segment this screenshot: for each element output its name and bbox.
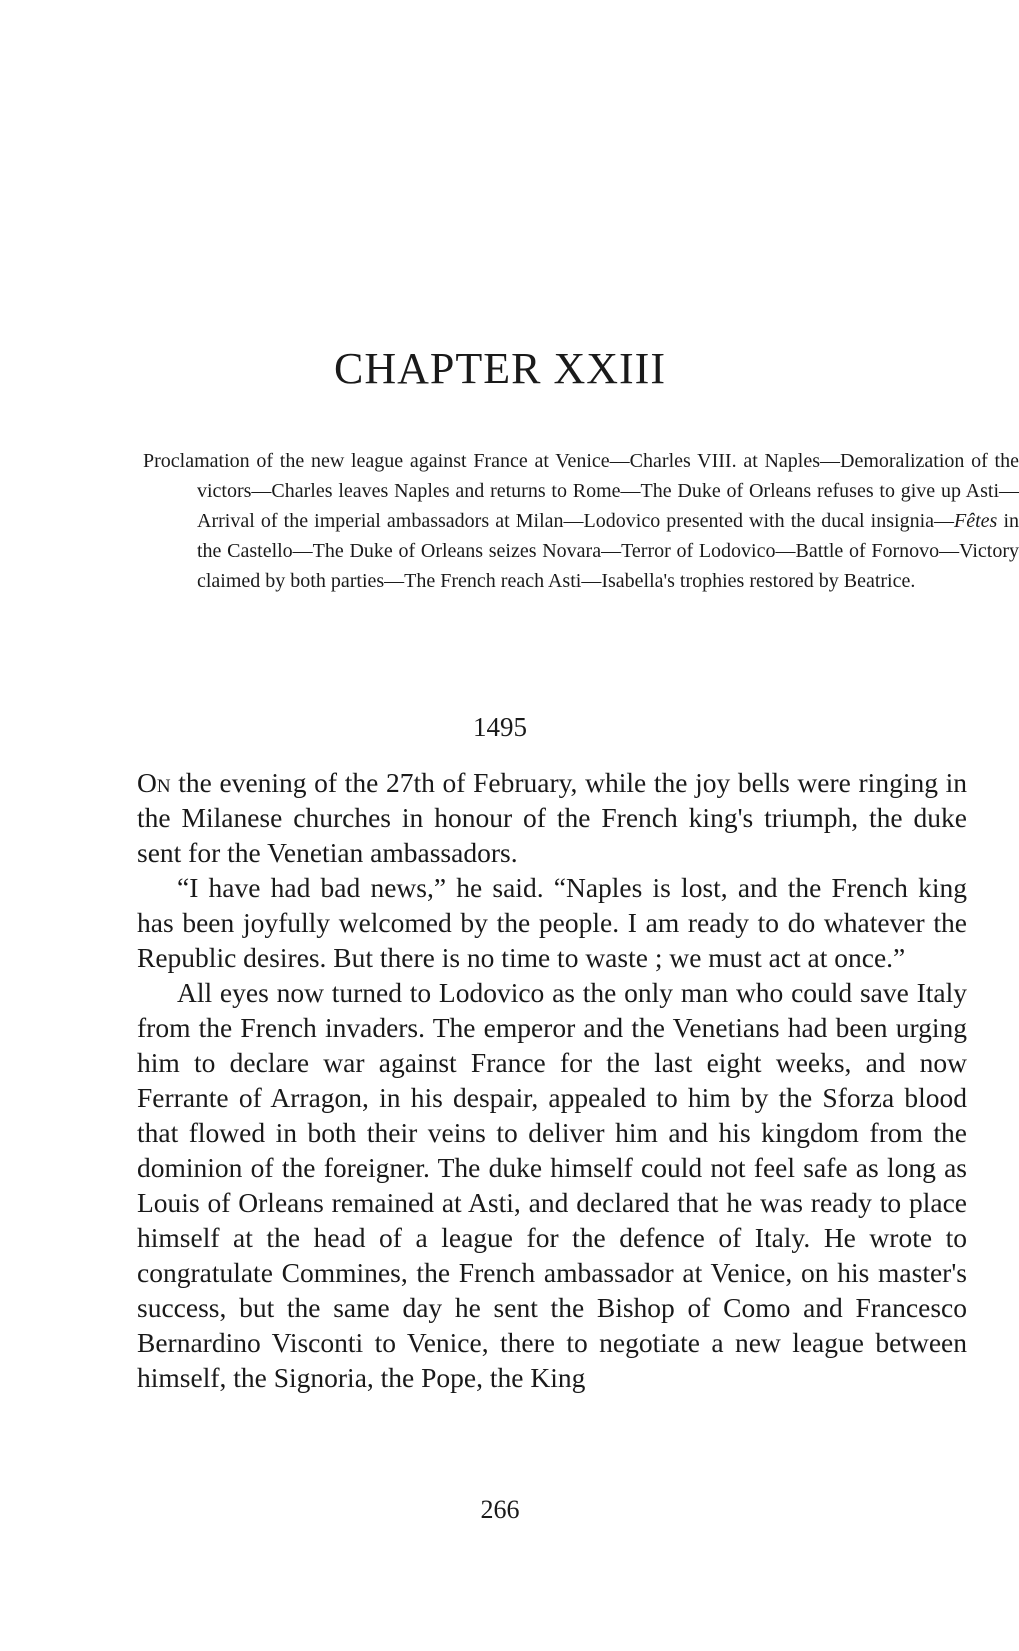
chapter-summary (143, 446, 1019, 596)
summary-italic-fetes: Fêtes (954, 510, 998, 532)
summary-text-part-2: in the Castello—The Duke of Orleans seizes Novara—Terror of Lodovico—Battle of Fornovo—Victory claimed by both parties—The French reach Asti—Isabella's trophies restored by Beatrice. (197, 510, 1019, 592)
chapter-title: CHAPTER XXIII (334, 344, 666, 393)
year-heading: 1495 (473, 712, 527, 742)
paragraph-1 (137, 765, 967, 870)
page-number: 266 (480, 1495, 520, 1524)
body-text (137, 765, 967, 1395)
summary-text-part-1: Proclamation of the new league against France at Venice—Charles VIII. at Naples—Demoralization of the victors—Charles leaves Naples and returns to Rome—The Duke of Orleans refuses to give up Asti—Arrival of the imperial ambassadors at Milan—Lodovico presented with the ducal insignia— (143, 450, 1019, 532)
paragraph-1-lead: On (137, 767, 171, 798)
paragraph-1-text: the evening of the 27th of February, while the joy bells were ringing in the Milanese churches in honour of the French king's triumph, the duke sent for the Venetian ambassadors. (137, 767, 967, 868)
paragraph-3: All eyes now turned to Lodovico as the only man who could save Italy from the French invaders. The emperor and the Venetians had been urging him to declare war against France for the last eight weeks, and now Ferrante of Arragon, in his despair, appealed to him by the Sforza blood that flowed in both their veins to deliver him and his kingdom from the dominion of the foreigner. The duke himself could not feel safe as long as Louis of Orleans remained at Asti, and declared that he was ready to place himself at the head of a league for the defence of Italy. He wrote to congratulate Commines, the French ambassador at Venice, on his master's success, but the same day he sent the Bishop of Como and Francesco Bernardino Visconti to Venice, there to negotiate a new league between himself, the Signoria, the Pope, the King (137, 977, 967, 1393)
paragraph-2: “I have had bad news,” he said. “Naples is lost, and the French king has been joyfully welcomed by the people. I am ready to do whatever the Republic desires. But there is no time to waste ; we must act at once.” (137, 872, 967, 973)
